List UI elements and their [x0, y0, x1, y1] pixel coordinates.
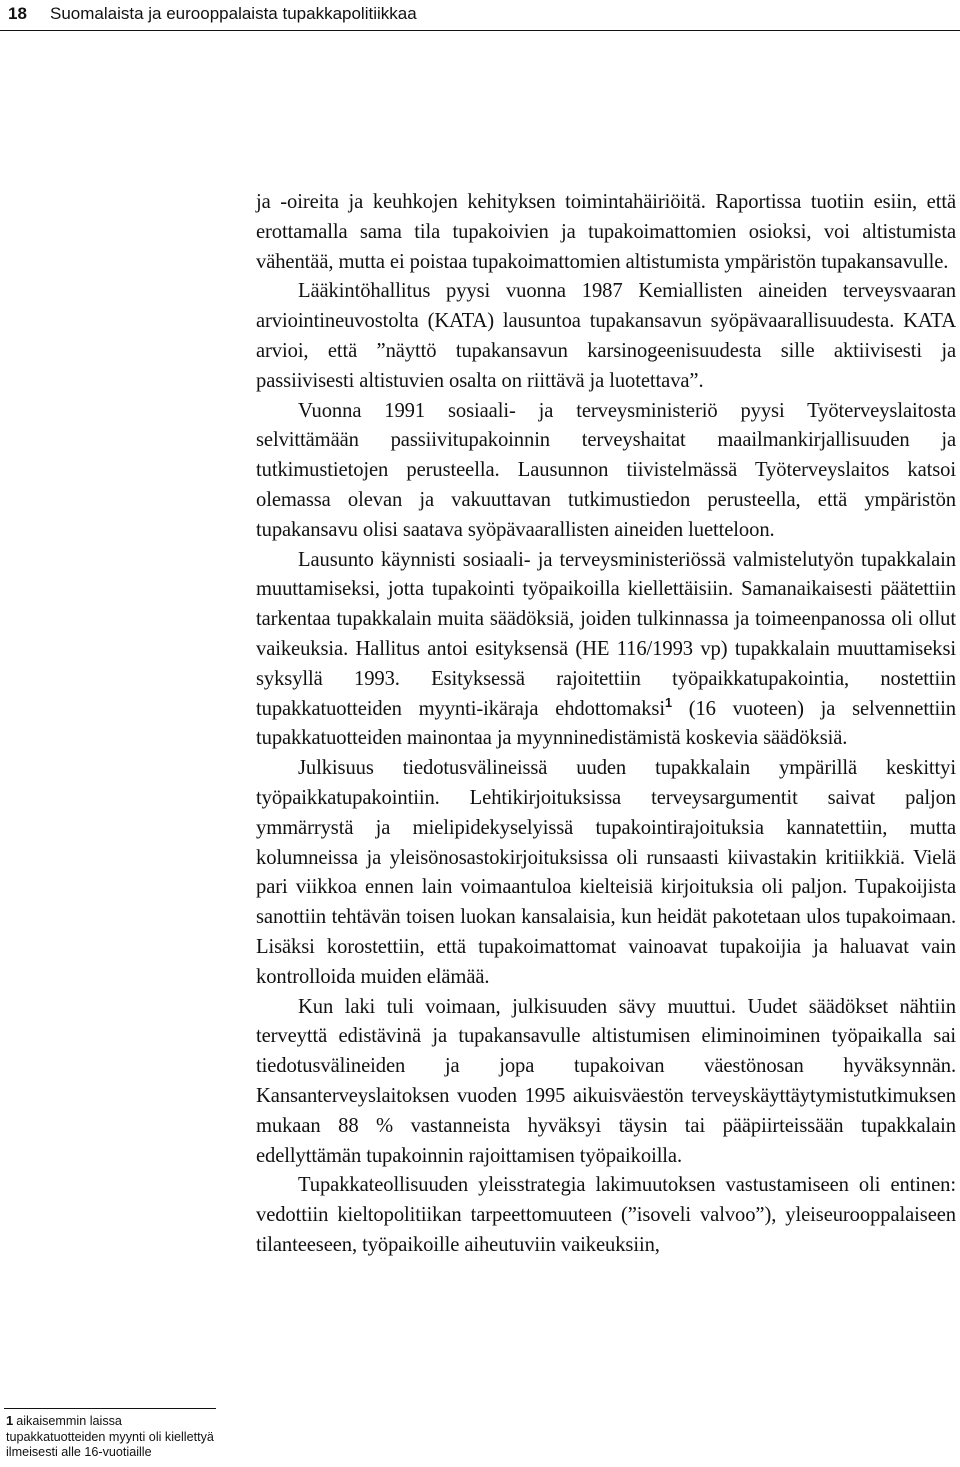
page-number: 18 [8, 4, 27, 23]
paragraph-7: Tupakkateollisuuden yleisstrategia lakimuutoksen vastustamiseen oli entinen: vedottiin kieltopolitiikan tarpeettomuuteen (”isoveli valvoo”), yleiseurooppalaiseen tilanteeseen, työpaikoille aiheutuviin vaikeuksiin, [256, 1174, 956, 1256]
paragraph-4-text-start: Lausunto käynnisti sosiaali- ja terveysministeriössä valmistelutyön tupakkalain muuttamiseksi, jotta tupakointi työpaikoilla kiellettäisiin. Samanaikaisesti päätettiin tarkentaa tupakkalain muita säädöksiä, joiden tulkinnassa ja toimeenpanossa oli ollut vaikeuksia. Hallitus antoi esityksensä (HE 116/1993 vp) tupakkalain muuttamiseksi syksyllä 1993. Esityksessä rajoitettiin työpaikkatupakointia, nostettiin tupakkatuotteiden myynti-ikäraja ehdottomaksi [256, 548, 956, 720]
header-divider [0, 30, 960, 31]
page-header [0, 0, 960, 28]
paragraph-2: Lääkintöhallitus pyysi vuonna 1987 Kemiallisten aineiden terveysvaaran arviointineuvostolta (KATA) lausuntoa tupakansavun syöpävaarallisuudesta. KATA arvioi, että ”näyttö tupakansavun karsinogeenisuudesta sille aktiivisesti ja passiivisesti altistuvien osalta on riittävä ja luotettava”. [256, 280, 956, 392]
paragraph-6: Kun laki tuli voimaan, julkisuuden sävy muuttui. Uudet säädökset nähtiin terveyttä edistävinä ja tupakansavulle altistumisen eliminoiminen työpaikalla sai tiedotusvälineiden ja jopa tupakoivan väestönosan hyväksynnän. Kansanterveyslaitoksen vuoden 1995 aikuisväestön terveyskäyttäytymistutkimuksen mukaan 88 % vastanneista hyväksyi täysin tai pääpiirteissään tupakkalain edellyttämän tupakoinnin rajoittamisen työpaikoilla. [256, 995, 956, 1167]
running-title: Suomalaista ja eurooppalaista tupakkapolitiikkaa [50, 4, 417, 23]
body-text [256, 188, 956, 1261]
footnote-marker: 1 [6, 1413, 14, 1428]
footnote-reference: 1 [664, 694, 672, 710]
paragraph-1: ja -oireita ja keuhkojen kehityksen toimintahäiriöitä. Raportissa tuotiin esiin, että erottamalla sama tila tupakoivien ja tupakoimattomien osioksi, voi altistumista vähentää, mutta ei poistaa tupakoimattomien altistumista ympäristön tupakansavulle. [256, 191, 956, 273]
footnote-divider [4, 1408, 216, 1409]
footnote [6, 1413, 216, 1461]
paragraph-3: Vuonna 1991 sosiaali- ja terveysministeriö pyysi Työterveyslaitosta selvittämään passiivitupakoinnin terveyshaitat maailmankirjallisuuden ja tutkimustietojen perusteella. Lausunnon tiivistelmässä Työterveyslaitos katsoi olemassa olevan ja vakuuttavan tutkimustiedon perusteella, että ympäristön tupakansavu olisi saatava syöpävaarallisten aineiden luetteloon. [256, 399, 956, 541]
paragraph-5: Julkisuus tiedotusvälineissä uuden tupakkalain ympärillä keskittyi työpaikkatupakointiin. Lehtikirjoituksissa terveysargumentit saivat paljon ymmärrystä ja mielipidekyselyissä tupakointirajoituksia kannatettiin, mutta kolumneissa ja yleisönosastokirjoituksissa oli runsaasti kiivastakin kritiikkiä. Vielä pari viikkoa ennen lain voimaantuloa kielteisiä kirjoituksia oli paljon. Tupakoijista sanottiin tehtävän toisen luokan kansalaisia, kun heidät pakotetaan ulos tupakoimaan. Lisäksi korostettiin, että tupakoimattomat vainoavat tupakoijia ja haluavat vain kontrolloida muiden elämää. [256, 757, 956, 988]
paragraph-4-text-end: (16 vuoteen) ja selvennettiin tupakkatuotteiden mainontaa ja myynninedistämistä koskevia säädöksiä. [256, 697, 956, 750]
paragraph-4 [256, 546, 956, 755]
footnote-text: aikaisemmin laissa tupakkatuotteiden myynti oli kiellettyä ilmeisesti alle 16-vuotiaille [6, 1414, 214, 1459]
